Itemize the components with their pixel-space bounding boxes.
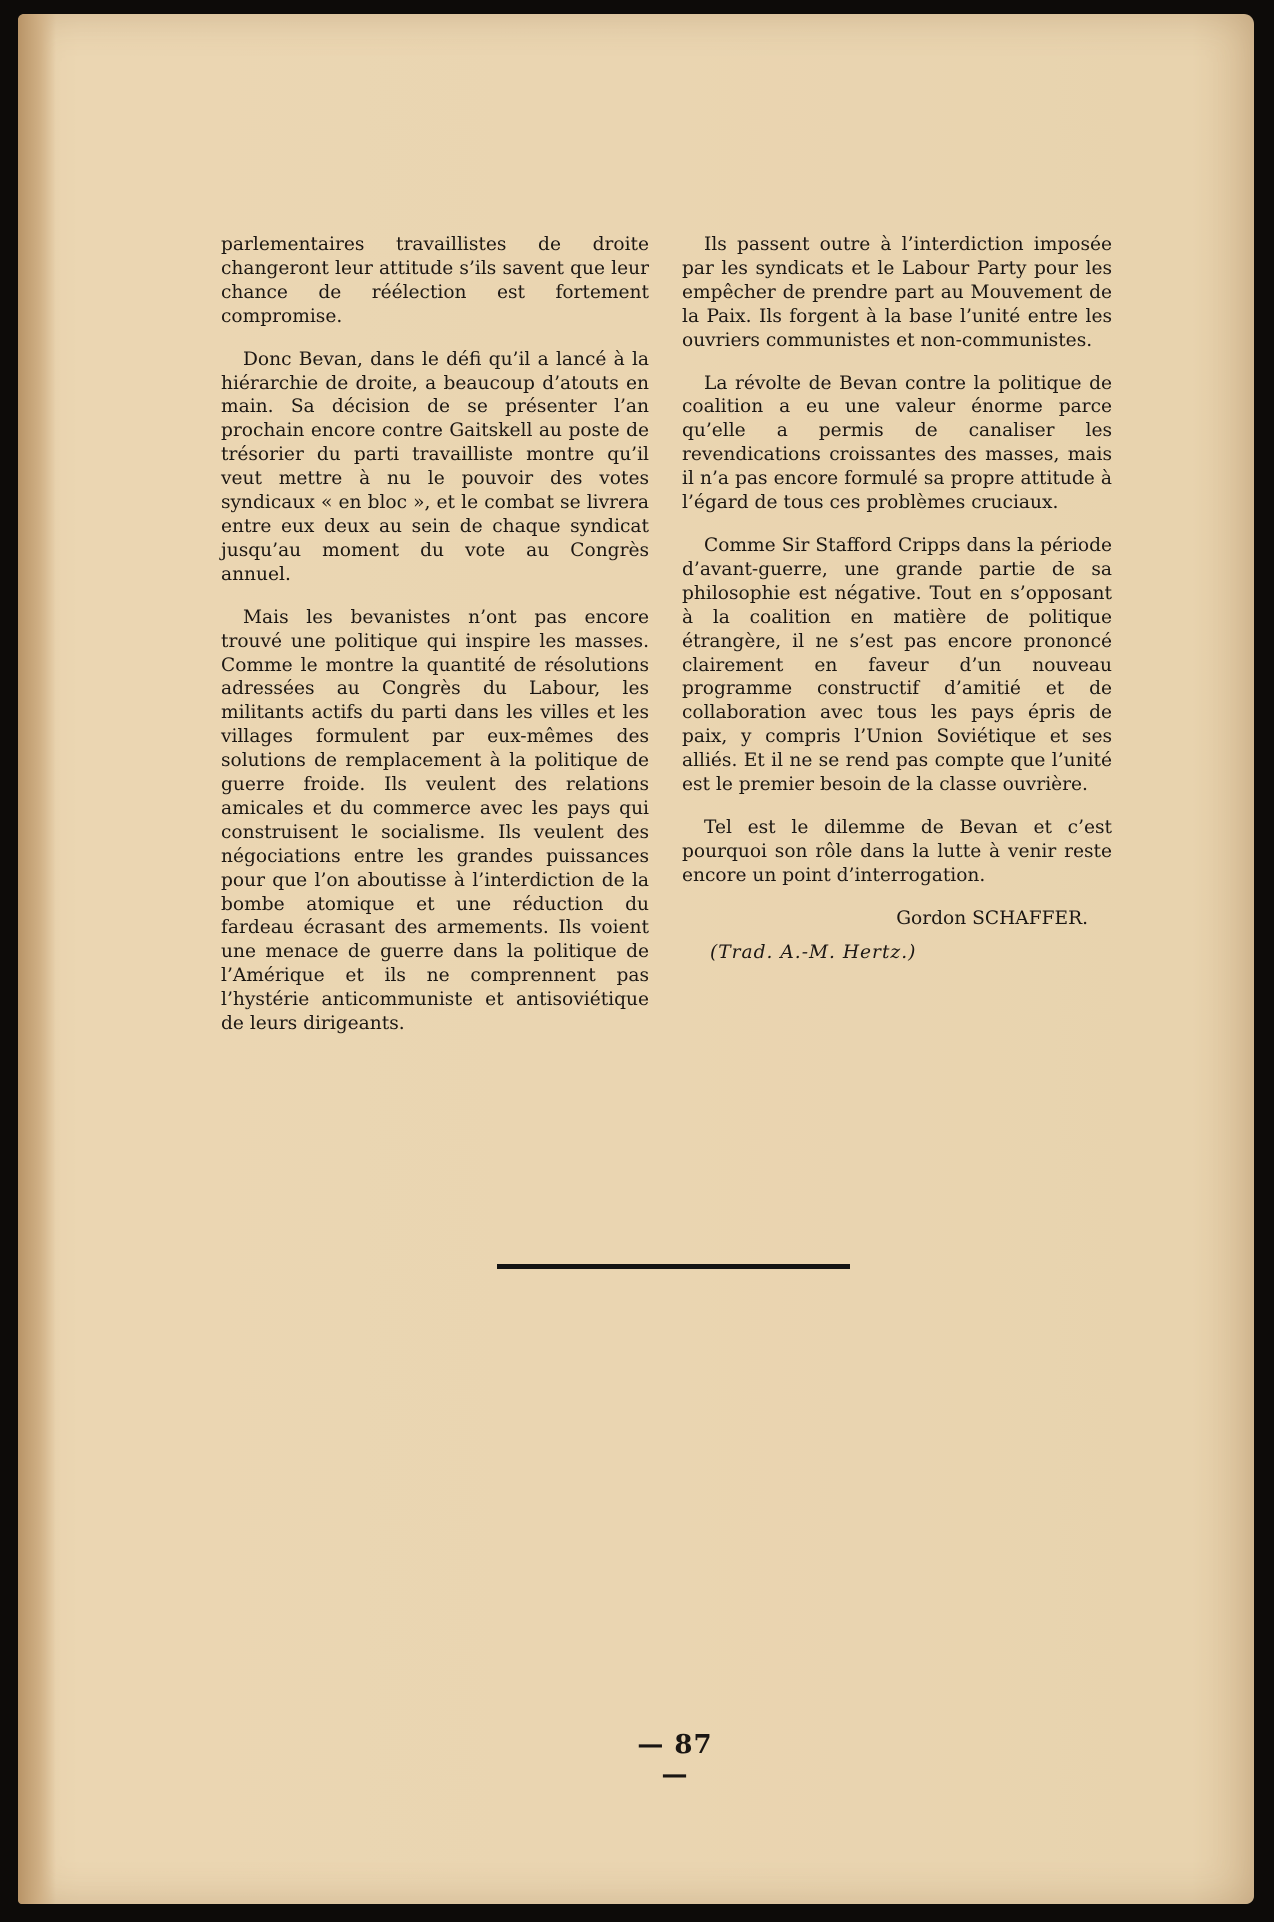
left-column [221, 233, 649, 1055]
page-number: — 87 — [637, 1730, 713, 1790]
paragraph: Mais les bevanistes n’ont pas encore trouvé une politique qui inspire les masses. Comme le montre la quantité de résolutions adressées au Congrès du Labour, les militants actifs du parti dans les villes et les villages formulent par eux-mêmes des solutions de remplacement à la politique de guerre froide. Ils veulent des relations amicales et du commerce avec les pays qui construisent le socialisme. Ils veulent des négociations entre les grandes puissances pour que l’on aboutisse à l’interdiction de la bombe atomique et une réduction du fardeau écrasant des armements. Ils voient une menace de guerre dans la politique de l’Amérique et ils ne comprennent pas l’hystérie anticommuniste et antisoviétique de leurs dirigeants. [221, 606, 649, 1035]
translator-credit: (Trad. A.-M. Hertz.) [710, 941, 917, 963]
page-gutter-shadow [18, 14, 56, 1904]
right-column [682, 233, 1112, 964]
paragraph: Tel est le dilemme de Bevan et c’est pourquoi son rôle dans la lutte à venir reste encore un point d’interrogation. [682, 816, 1112, 886]
paragraph: Donc Bevan, dans le défi qu’il a lancé à la hiérarchie de droite, a beaucoup d’atouts en main. Sa décision de se présenter l’an prochain encore contre Gaitskell au poste de trésorier du parti travailliste montre qu’il veut mettre à nu le pouvoir des votes syndicaux « en bloc », et le combat se livrera entre eux deux au sein de chaque syndicat jusqu’au moment du vote au Congrès annuel. [221, 348, 649, 585]
paragraph: Ils passent outre à l’interdiction imposée par les syndicats et le Labour Party pour les empêcher de prendre part au Mouvement de la Paix. Ils forgent à la base l’unité entre les ouvriers communistes et non-communistes. [682, 234, 1112, 351]
paragraph: La révolte de Bevan contre la politique de coalition a eu une valeur énorme parce qu’elle a permis de canaliser les revendications croissantes des masses, mais il n’a pas encore formulé sa propre attitude à l’égard de tous ces problèmes cruciaux. [682, 372, 1112, 514]
paragraph: Comme Sir Stafford Cripps dans la période d’avant-guerre, une grande partie de sa philosophie est négative. Tout en s’opposant à la coalition en matière de politique étrangère, il ne s’est pas encore prononcé clairement en faveur d’un nouveau programme constructif d’amitié et de collaboration avec tous les pays épris de paix, y compris l’Union Soviétique et ses alliés. Et il ne se rend pas compte que l’unité est le premier besoin de la classe ouvrière. [682, 534, 1112, 796]
paragraph: parlementaires travaillistes de droite changeront leur attitude s’ils savent que leur chance de réélection est fortement compromise. [221, 234, 649, 327]
section-divider [497, 1264, 850, 1269]
author-signature: Gordon SCHAFFER. [896, 907, 1088, 929]
